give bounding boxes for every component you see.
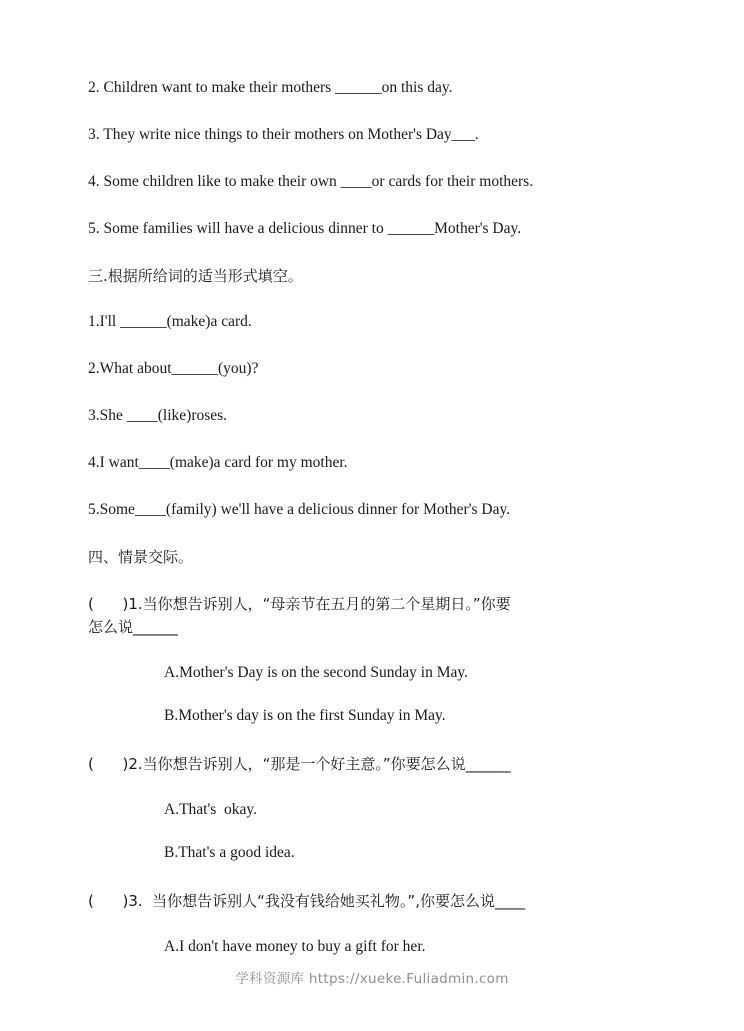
footer-watermark-text: 学科资源库 https://xueke.Fuliadmin.com: [235, 971, 509, 987]
word-form-item-5: 5.Some____(family) we'll have a delicious dinner for Mother's Day.: [88, 500, 511, 518]
question-1-stem: [88, 593, 656, 640]
section-heading-four: 四、情景交际。: [88, 547, 194, 566]
fill-blank-item-5: 5. Some families will have a delicious dinner to ______Mother's Day.: [88, 219, 522, 237]
question-2-option-a[interactable]: A.That's okay.: [164, 801, 258, 819]
word-form-item-2: 2.What about______(you)?: [88, 359, 259, 377]
question-1-stem-line2: 怎么说______: [88, 618, 179, 637]
word-form-item-4: 4.I want____(make)a card for my mother.: [88, 453, 348, 471]
word-form-item-3: 3.She ____(like)roses.: [88, 406, 228, 424]
section-heading-three: 三.根据所给词的适当形式填空。: [88, 266, 303, 285]
page-footer: [0, 967, 744, 987]
question-3-stem: ( )3. 当你想告诉别人“我没有钱给她买礼物。”,你要怎么说____: [88, 892, 525, 911]
question-1-stem-line1: ( )1.当你想告诉别人，“母亲节在五月的第二个星期日。”你要: [88, 594, 511, 613]
question-2-option-b[interactable]: B.That's a good idea.: [164, 844, 295, 862]
fill-blank-item-4: 4. Some children like to make their own ____or cards for their mothers.: [88, 172, 534, 190]
question-2-stem: ( )2.当你想告诉别人，“那是一个好主意。”你要怎么说______: [88, 755, 511, 774]
fill-blank-item-3: 3. They write nice things to their mothers on Mother's Day___.: [88, 125, 479, 143]
fill-blank-item-2: 2. Children want to make their mothers ______on this day.: [88, 79, 453, 96]
question-3-option-a[interactable]: A.I don't have money to buy a gift for her.: [164, 938, 426, 956]
word-form-item-1: 1.I'll ______(make)a card.: [88, 312, 252, 330]
question-1-option-b[interactable]: B.Mother's day is on the first Sunday in May.: [164, 707, 446, 725]
question-1-option-a[interactable]: A.Mother's Day is on the second Sunday in May.: [164, 664, 468, 682]
